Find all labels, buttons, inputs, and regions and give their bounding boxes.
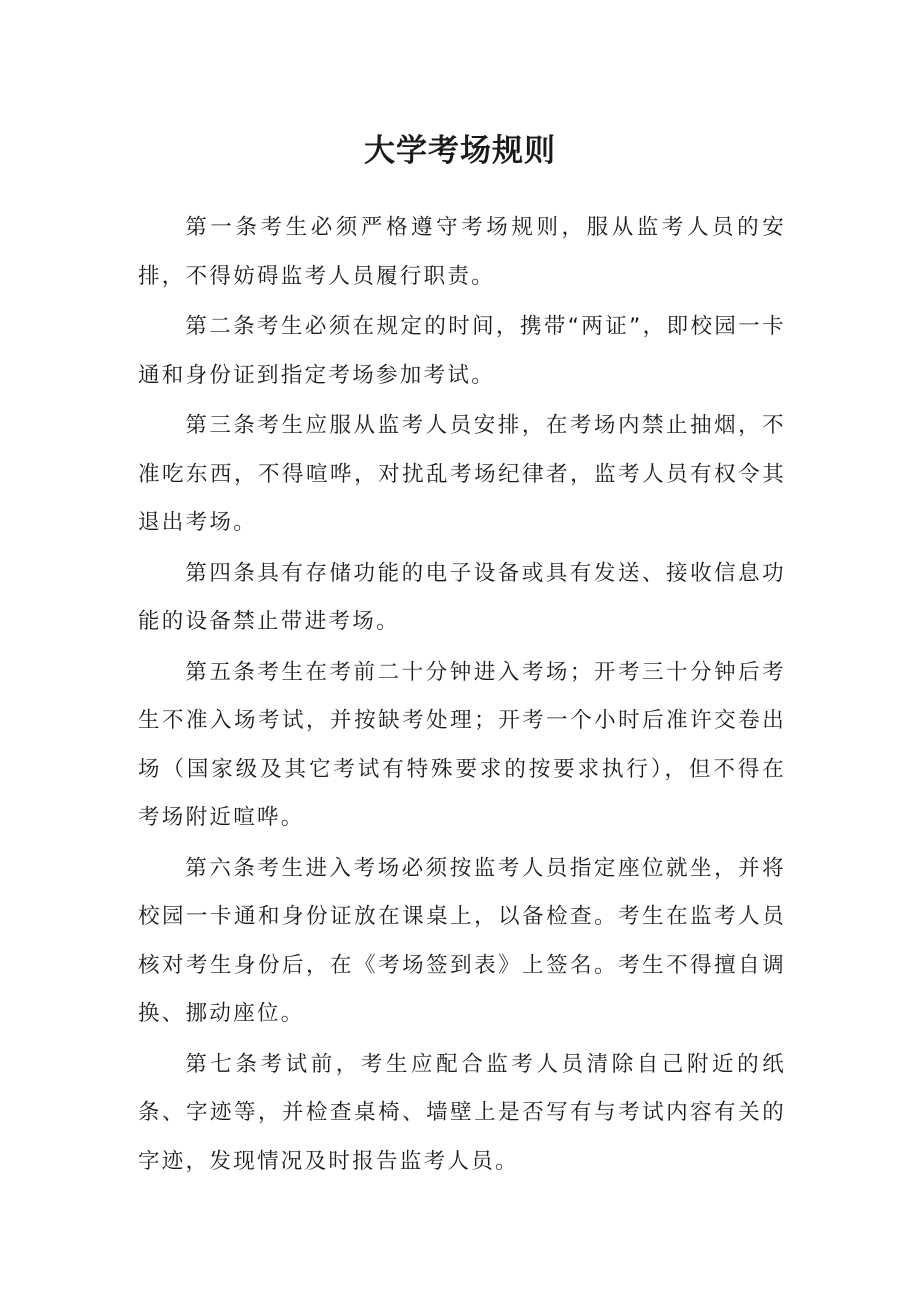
rule-article-7: 第七条考试前，考生应配合监考人员清除自己附近的纸条、字迹等，并检查桌椅、墙壁上是否写有与考试内容有关的字迹，发现情况及时报告监考人员。 — [138, 1051, 786, 1174]
rule-article-4: 第四条具有存储功能的电子设备或具有发送、接收信息功能的设备禁止带进考场。 — [138, 560, 786, 634]
document-title: 大学考场规则 — [364, 133, 556, 169]
rule-article-3: 第三条考生应服从监考人员安排，在考场内禁止抽烟，不准吃东西，不得喧哗，对扰乱考场纪律者，监考人员有权令其退出考场。 — [138, 413, 786, 535]
rule-article-1: 第一条考生必须严格遵守考场规则，服从监考人员的安排，不得妨碍监考人员履行职责。 — [138, 215, 786, 289]
rule-article-2: 第二条考生必须在规定的时间，携带“两证”，即校园一卡通和身份证到指定考场参加考试。 — [138, 314, 786, 388]
document-body — [138, 204, 786, 1188]
rule-article-5: 第五条考生在考前二十分钟进入考场；开考三十分钟后考生不准入场考试，并按缺考处理；开考一个小时后准许交卷出场（国家级及其它考试有特殊要求的按要求执行），但不得在考场附近喧哗。 — [138, 659, 786, 830]
rule-article-6: 第六条考生进入考场必须按监考人员指定座位就坐，并将校园一卡通和身份证放在课桌上，以备检查。考生在监考人员核对考生身份后，在《考场签到表》上签名。考生不得擅自调换、挪动座位。 — [138, 855, 786, 1026]
